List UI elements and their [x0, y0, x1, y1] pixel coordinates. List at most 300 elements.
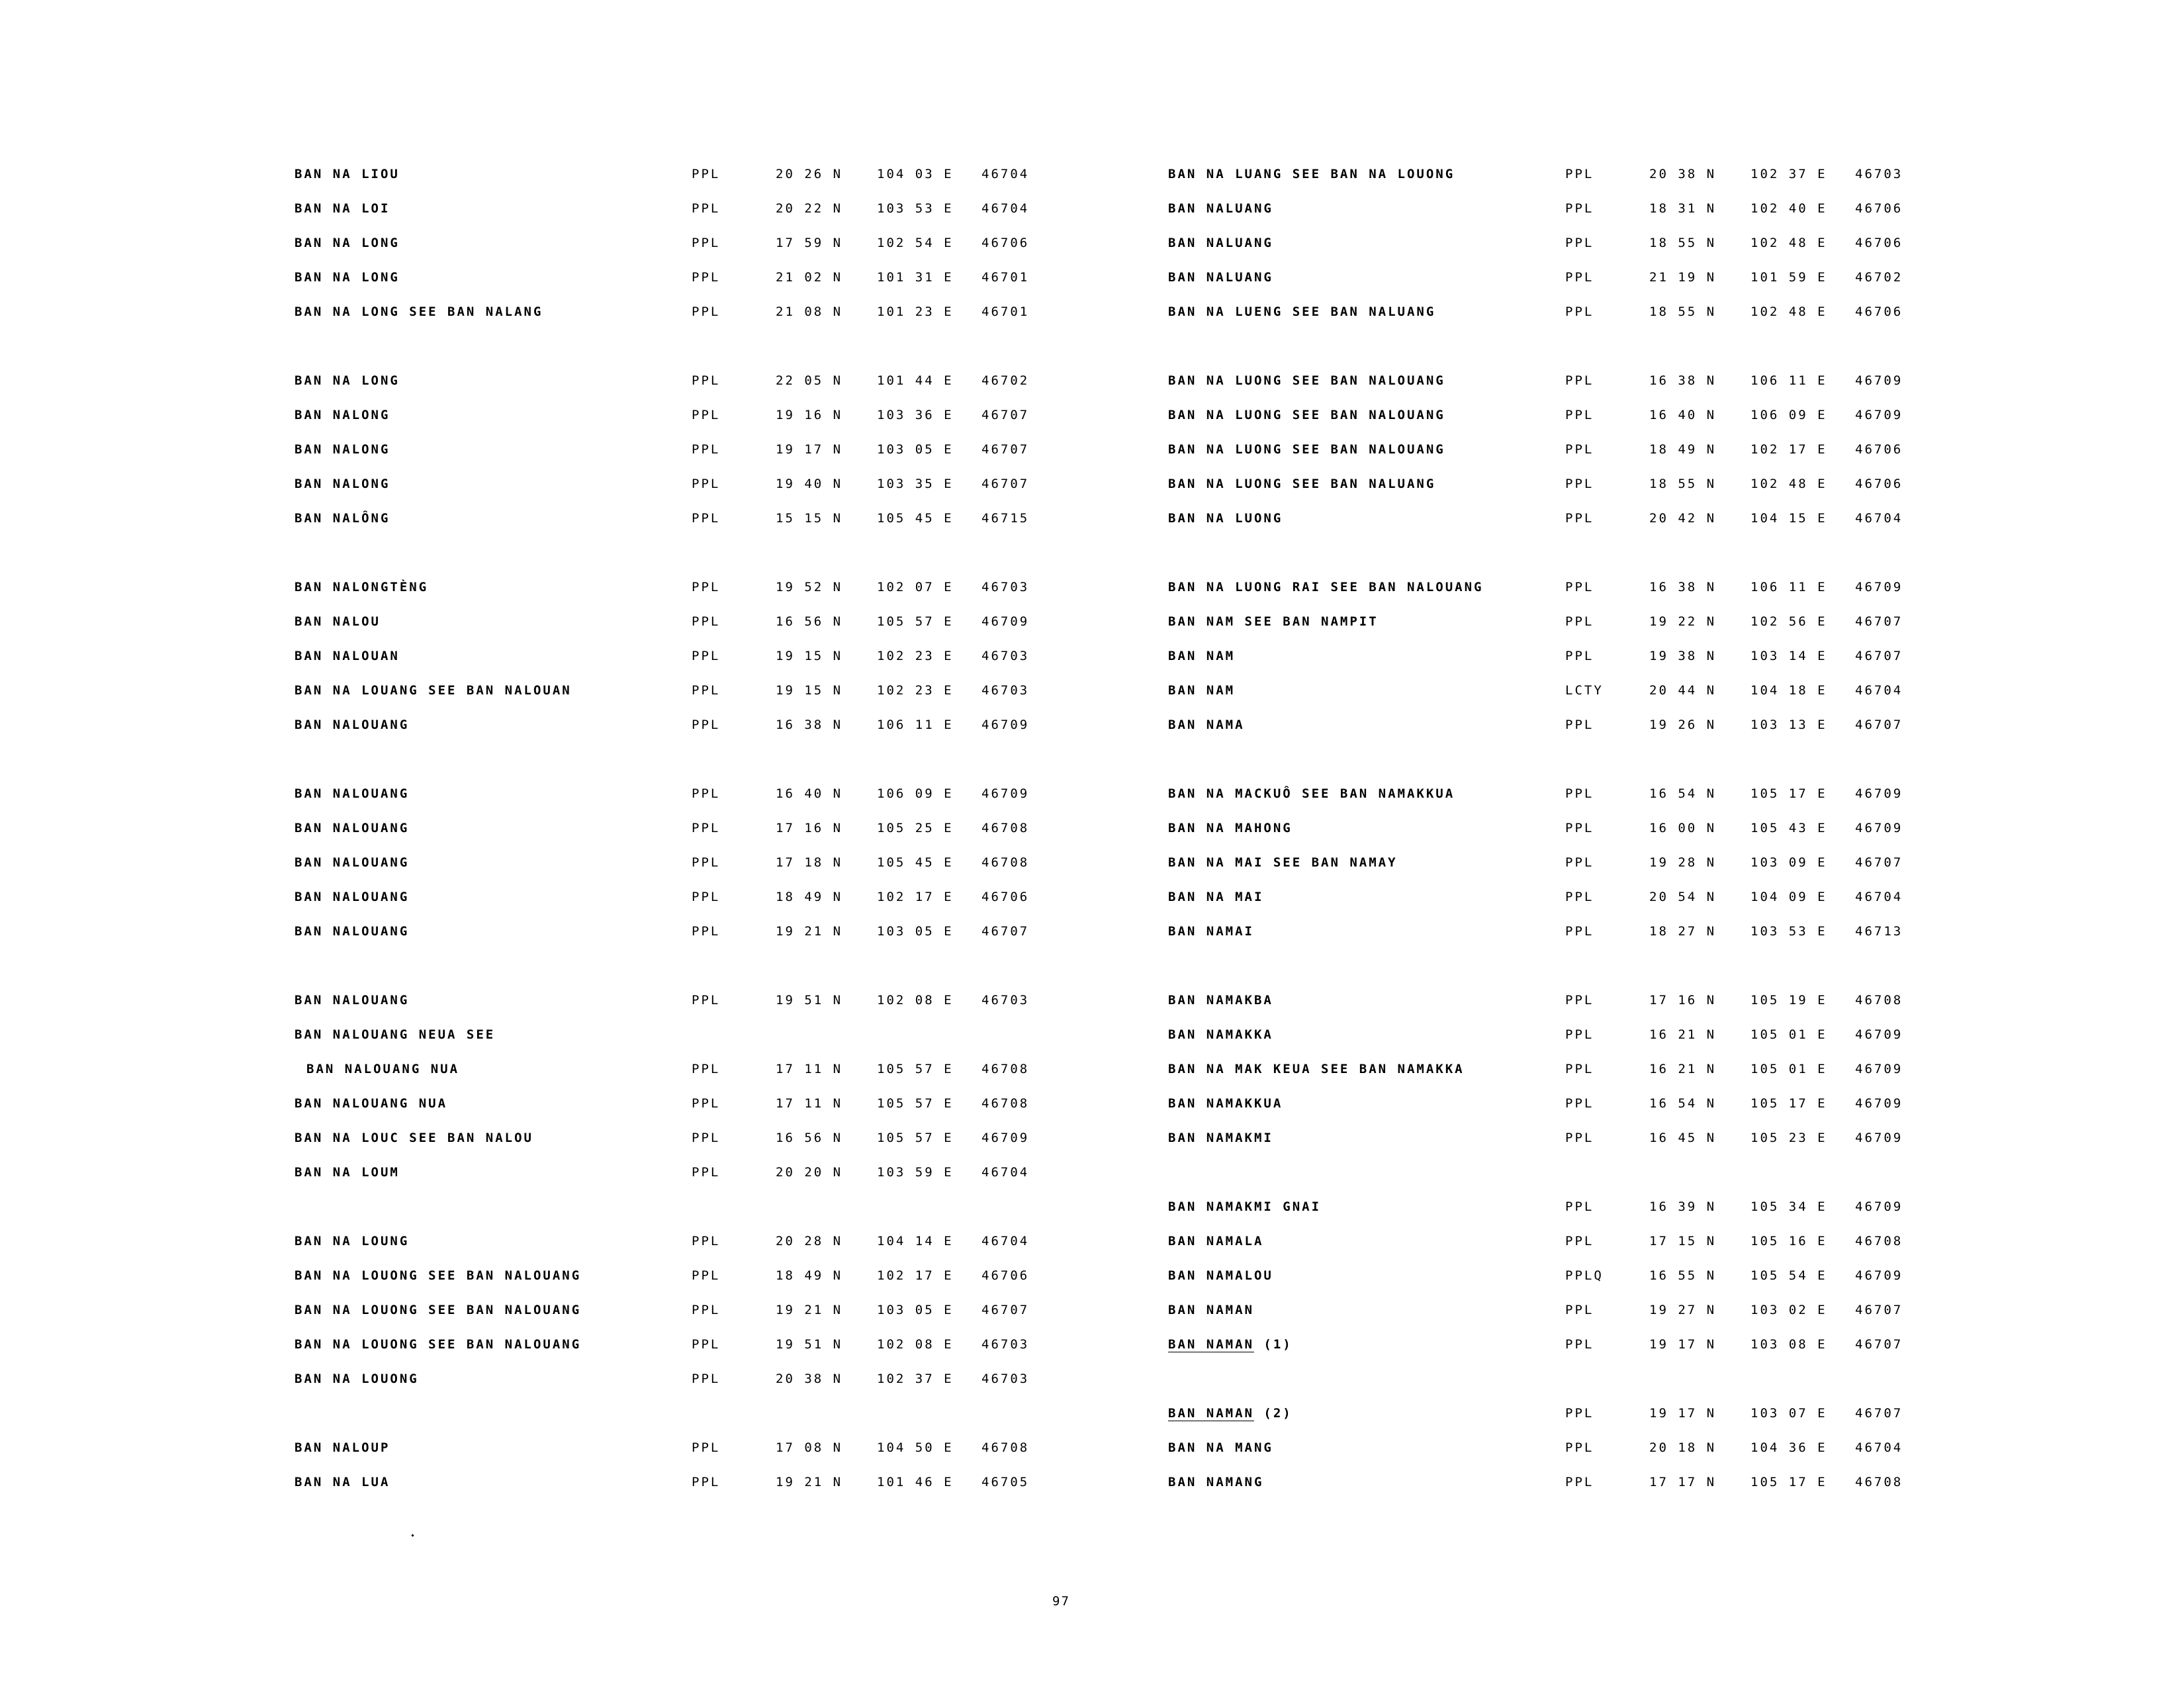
gazetteer-entry: [295, 191, 1056, 226]
map-code: 46706: [981, 236, 1030, 250]
latitude: 17 16 N: [776, 821, 843, 835]
latitude: 19 40 N: [776, 477, 843, 491]
longitude: 105 45 E: [877, 511, 954, 526]
longitude: 102 54 E: [877, 236, 954, 250]
place-name: BAN NALOU: [295, 614, 381, 629]
longitude: 101 23 E: [877, 305, 954, 319]
longitude: 103 05 E: [877, 1303, 954, 1317]
feature-type: PPL: [1565, 477, 1594, 491]
gazetteer-entry: [1168, 467, 1929, 501]
left-gazetteer-column: [295, 157, 1056, 1534]
map-code: 46707: [1855, 649, 1903, 663]
feature-type: PPL: [1565, 1234, 1594, 1248]
place-name: BAN NA LIOU: [295, 167, 400, 181]
map-code: 46704: [981, 167, 1030, 181]
place-name-suffix: (2): [1253, 1406, 1293, 1421]
map-code: 46706: [1855, 305, 1903, 319]
feature-type: PPL: [1565, 442, 1594, 457]
place-name: BAN NALÔNG: [295, 511, 390, 526]
map-code: 46709: [1855, 408, 1903, 422]
gazetteer-entry: [1168, 845, 1929, 880]
map-code: 46708: [981, 1062, 1030, 1076]
latitude: 20 44 N: [1649, 683, 1717, 698]
map-code: 46706: [1855, 477, 1903, 491]
place-name: BAN NAMAKBA: [1168, 993, 1273, 1008]
longitude: 103 13 E: [1751, 718, 1827, 732]
map-code: 46706: [981, 890, 1030, 904]
map-code: 46706: [981, 1268, 1030, 1283]
gazetteer-entry: [1168, 1052, 1929, 1086]
right-entry-group: [1168, 570, 1929, 742]
place-name: BAN NAMALOU: [1168, 1268, 1273, 1283]
place-name: BAN NALONG: [295, 442, 390, 457]
latitude: 17 11 N: [776, 1096, 843, 1111]
latitude: 19 22 N: [1649, 614, 1717, 629]
place-name: BAN NA LOUONG SEE BAN NALOUANG: [295, 1303, 582, 1317]
gazetteer-entry: [1168, 1465, 1929, 1499]
place-name: BAN NA MAK KEUA SEE BAN NAMAKKA: [1168, 1062, 1465, 1076]
gazetteer-entry: [295, 226, 1056, 260]
map-code: 46708: [1855, 1475, 1903, 1489]
gazetteer-entry: [295, 501, 1056, 536]
longitude: 105 23 E: [1751, 1131, 1827, 1145]
map-code: 46709: [1855, 1096, 1903, 1111]
latitude: 19 21 N: [776, 1475, 843, 1489]
map-code: 46704: [981, 201, 1030, 216]
map-code: 46707: [1855, 1337, 1903, 1352]
place-name: BAN NA LONG: [295, 270, 400, 285]
gazetteer-entry: [295, 1396, 1056, 1430]
feature-type: PPL: [692, 1372, 721, 1386]
gazetteer-entry: [1168, 708, 1929, 742]
gazetteer-entry: [1168, 1017, 1929, 1052]
feature-type: PPL: [692, 1268, 721, 1283]
gazetteer-entry: [1168, 260, 1929, 295]
place-name: BAN NAMAKMI GNAI: [1168, 1199, 1322, 1214]
map-code: 46709: [1855, 580, 1903, 594]
place-name-suffix: (1): [1253, 1337, 1293, 1352]
gazetteer-entry: [295, 1293, 1056, 1327]
latitude: 20 18 N: [1649, 1440, 1717, 1455]
feature-type: PPL: [692, 373, 721, 388]
latitude: 19 52 N: [776, 580, 843, 594]
feature-type: PPL: [692, 201, 721, 216]
gazetteer-entry: [295, 1121, 1056, 1155]
gazetteer-entry: [1168, 983, 1929, 1017]
longitude: 103 09 E: [1751, 855, 1827, 870]
longitude: 103 14 E: [1751, 649, 1827, 663]
map-code: 46706: [1855, 442, 1903, 457]
longitude: 102 17 E: [1751, 442, 1827, 457]
place-name: BAN NA LONG: [295, 373, 400, 388]
left-entry-group: [295, 1224, 1056, 1499]
map-code: 46702: [981, 373, 1030, 388]
place-name: BAN NA LOUONG: [295, 1372, 419, 1386]
gazetteer-entry: [1168, 1224, 1929, 1258]
longitude: 103 59 E: [877, 1165, 954, 1180]
map-code: 46704: [981, 1234, 1030, 1248]
place-name: BAN NALOUP: [295, 1440, 390, 1455]
scan-speck: [411, 1534, 414, 1536]
latitude: 18 49 N: [776, 1268, 843, 1283]
latitude: 18 49 N: [776, 890, 843, 904]
latitude: 16 55 N: [1649, 1268, 1717, 1283]
feature-type: PPL: [692, 236, 721, 250]
latitude: 19 51 N: [776, 993, 843, 1008]
gazetteer-entry: [295, 708, 1056, 742]
feature-type: PPL: [1565, 1199, 1594, 1214]
map-code: 46702: [1855, 270, 1903, 285]
gazetteer-entry: [1168, 398, 1929, 432]
longitude: 104 03 E: [877, 167, 954, 181]
left-entry-group: [295, 363, 1056, 536]
feature-type: PPL: [1565, 786, 1594, 801]
latitude: 20 42 N: [1649, 511, 1717, 526]
feature-type: PPL: [692, 1234, 721, 1248]
map-code: 46709: [1855, 1062, 1903, 1076]
latitude: 19 17 N: [1649, 1406, 1717, 1421]
longitude: 102 40 E: [1751, 201, 1827, 216]
map-code: 46706: [1855, 201, 1903, 216]
map-code: 46704: [1855, 890, 1903, 904]
place-name: BAN NALOUANG NUA: [295, 1096, 448, 1111]
map-code: 46703: [981, 993, 1030, 1008]
feature-type: PPL: [1565, 924, 1594, 939]
place-name: BAN NA LOUONG SEE BAN NALOUANG: [295, 1337, 582, 1352]
gazetteer-entry: [1168, 501, 1929, 536]
place-name-underlined: BAN NAMAN: [1168, 1406, 1254, 1421]
place-name: BAN NA LUONG SEE BAN NALUANG: [1168, 477, 1436, 491]
feature-type: PPL: [1565, 373, 1594, 388]
longitude: 106 09 E: [877, 786, 954, 801]
longitude: 102 23 E: [877, 683, 954, 698]
feature-type: PPL: [1565, 1131, 1594, 1145]
longitude: 102 17 E: [877, 1268, 954, 1283]
latitude: 21 19 N: [1649, 270, 1717, 285]
latitude: 17 18 N: [776, 855, 843, 870]
longitude: 104 18 E: [1751, 683, 1827, 698]
gazetteer-entry: [295, 467, 1056, 501]
gazetteer-entry: [295, 570, 1056, 604]
feature-type: PPL: [692, 683, 721, 698]
gazetteer-entry: [1168, 157, 1929, 191]
feature-type: PPL: [1565, 1406, 1594, 1421]
feature-type: PPL: [692, 786, 721, 801]
feature-type: PPL: [1565, 614, 1594, 629]
gazetteer-entry: [1168, 776, 1929, 811]
place-name: BAN NAMALA: [1168, 1234, 1264, 1248]
latitude: 16 38 N: [776, 718, 843, 732]
place-name: BAN NA MAI: [1168, 890, 1264, 904]
latitude: 16 54 N: [1649, 1096, 1717, 1111]
feature-type: PPL: [692, 1165, 721, 1180]
gazetteer-entry: [295, 1086, 1056, 1121]
feature-type: PPL: [692, 408, 721, 422]
gazetteer-entry: [295, 1258, 1056, 1293]
map-code: 46705: [981, 1475, 1030, 1489]
map-code: 46703: [981, 1337, 1030, 1352]
longitude: 103 05 E: [877, 924, 954, 939]
place-name: BAN NAM SEE BAN NAMPIT: [1168, 614, 1379, 629]
map-code: 46701: [981, 270, 1030, 285]
place-name: BAN NA MACKUÔ SEE BAN NAMAKKUA: [1168, 786, 1455, 801]
feature-type: PPL: [1565, 580, 1594, 594]
latitude: 20 26 N: [776, 167, 843, 181]
longitude: 105 45 E: [877, 855, 954, 870]
gazetteer-entry: [295, 432, 1056, 467]
longitude: 105 34 E: [1751, 1199, 1827, 1214]
latitude: 16 21 N: [1649, 1027, 1717, 1042]
feature-type: PPL: [692, 1337, 721, 1352]
latitude: 15 15 N: [776, 511, 843, 526]
gazetteer-entry: [1168, 811, 1929, 845]
map-code: 46709: [1855, 1131, 1903, 1145]
place-name: BAN NA LUONG SEE BAN NALOUANG: [1168, 373, 1445, 388]
map-code: 46709: [1855, 821, 1903, 835]
map-code: 46707: [1855, 1406, 1903, 1421]
latitude: 16 45 N: [1649, 1131, 1717, 1145]
longitude: 104 09 E: [1751, 890, 1827, 904]
feature-type: PPL: [1565, 1096, 1594, 1111]
feature-type: PPL: [692, 1096, 721, 1111]
gazetteer-entry: [1168, 570, 1929, 604]
feature-type: PPL: [1565, 201, 1594, 216]
longitude: 105 01 E: [1751, 1027, 1827, 1042]
place-name: BAN NAMAKKA: [1168, 1027, 1273, 1042]
longitude: 105 57 E: [877, 1062, 954, 1076]
map-code: 46708: [981, 855, 1030, 870]
longitude: 103 07 E: [1751, 1406, 1827, 1421]
longitude: 103 02 E: [1751, 1303, 1827, 1317]
map-code: 46707: [981, 477, 1030, 491]
latitude: 19 26 N: [1649, 718, 1717, 732]
longitude: 105 57 E: [877, 1131, 954, 1145]
gazetteer-entry: [1168, 363, 1929, 398]
map-code: 46713: [1855, 924, 1903, 939]
place-name: BAN NAMA: [1168, 718, 1245, 732]
place-name: BAN NALOUAN: [295, 649, 400, 663]
latitude: 19 16 N: [776, 408, 843, 422]
map-code: 46707: [1855, 718, 1903, 732]
longitude: 102 17 E: [877, 890, 954, 904]
place-name: BAN NAMAKMI: [1168, 1131, 1273, 1145]
feature-type: PPL: [692, 167, 721, 181]
place-name: BAN NA LUONG: [1168, 511, 1283, 526]
longitude: 102 48 E: [1751, 236, 1827, 250]
place-name: BAN NA LUONG SEE BAN NALOUANG: [1168, 408, 1445, 422]
place-name: BAN NALOUANG: [295, 786, 410, 801]
longitude: 105 25 E: [877, 821, 954, 835]
place-name: BAN NA LUENG SEE BAN NALUANG: [1168, 305, 1436, 319]
latitude: 16 40 N: [776, 786, 843, 801]
latitude: 18 55 N: [1649, 305, 1717, 319]
feature-type: PPL: [692, 580, 721, 594]
latitude: 19 21 N: [776, 924, 843, 939]
place-name: BAN NA LUA: [295, 1475, 390, 1489]
latitude: 20 20 N: [776, 1165, 843, 1180]
feature-type: LCTY: [1565, 683, 1604, 698]
gazetteer-entry: [295, 811, 1056, 845]
longitude: 105 16 E: [1751, 1234, 1827, 1248]
longitude: 106 09 E: [1751, 408, 1827, 422]
latitude: 20 22 N: [776, 201, 843, 216]
map-code: 46709: [1855, 1027, 1903, 1042]
place-name: BAN NA MAHONG: [1168, 821, 1293, 835]
latitude: 16 56 N: [776, 614, 843, 629]
feature-type: PPL: [692, 1303, 721, 1317]
gazetteer-entry: [1168, 1396, 1929, 1430]
gazetteer-entry: [295, 1224, 1056, 1258]
feature-type: PPL: [1565, 167, 1594, 181]
map-code: 46703: [981, 683, 1030, 698]
longitude: 102 37 E: [1751, 167, 1827, 181]
latitude: 21 02 N: [776, 270, 843, 285]
gazetteer-entry: [295, 1465, 1056, 1499]
place-name: BAN NAMAN: [1168, 1303, 1254, 1317]
latitude: 19 38 N: [1649, 649, 1717, 663]
longitude: 102 56 E: [1751, 614, 1827, 629]
latitude: 18 27 N: [1649, 924, 1717, 939]
map-code: 46707: [981, 924, 1030, 939]
longitude: 103 05 E: [877, 442, 954, 457]
feature-type: PPL: [692, 993, 721, 1008]
place-name: BAN NA LOUANG SEE BAN NALOUAN: [295, 683, 572, 698]
place-name: BAN NA MANG: [1168, 1440, 1273, 1455]
gazetteer-entry: [295, 983, 1056, 1017]
feature-type: PPL: [692, 890, 721, 904]
left-entry-group: [295, 776, 1056, 949]
longitude: 105 01 E: [1751, 1062, 1827, 1076]
gazetteer-entry: [1168, 1430, 1929, 1465]
gazetteer-entry: [1168, 673, 1929, 708]
place-name: BAN NAMAKKUA: [1168, 1096, 1283, 1111]
longitude: 106 11 E: [877, 718, 954, 732]
feature-type: PPL: [692, 511, 721, 526]
feature-type: PPL: [692, 1440, 721, 1455]
page-number: 97: [1052, 1594, 1070, 1609]
latitude: 16 40 N: [1649, 408, 1717, 422]
place-name: BAN NALONG: [295, 477, 390, 491]
gazetteer-entry: [295, 1430, 1056, 1465]
map-code: 46704: [1855, 683, 1903, 698]
feature-type: PPL: [1565, 1027, 1594, 1042]
latitude: 19 27 N: [1649, 1303, 1717, 1317]
right-entry-group: [1168, 1396, 1929, 1499]
longitude: 103 53 E: [1751, 924, 1827, 939]
longitude: 105 17 E: [1751, 1475, 1827, 1489]
gazetteer-entry: [1168, 432, 1929, 467]
gazetteer-entry: [295, 1155, 1056, 1190]
left-entry-group: [295, 983, 1056, 1190]
latitude: 20 28 N: [776, 1234, 843, 1248]
place-name: BAN NA LOUM: [295, 1165, 400, 1180]
gazetteer-entry: [295, 260, 1056, 295]
place-name: BAN NALONGTÈNG: [295, 580, 429, 594]
gazetteer-entry: [1168, 191, 1929, 226]
map-code: 46715: [981, 511, 1030, 526]
longitude: 105 57 E: [877, 614, 954, 629]
longitude: 105 54 E: [1751, 1268, 1827, 1283]
map-code: 46707: [981, 408, 1030, 422]
longitude: 103 53 E: [877, 201, 954, 216]
place-name: [1168, 1396, 1293, 1430]
latitude: 19 17 N: [1649, 1337, 1717, 1352]
feature-type: PPL: [1565, 1475, 1594, 1489]
gazetteer-entry: [295, 604, 1056, 639]
map-code: 46707: [981, 1303, 1030, 1317]
place-name: BAN NAMANG: [1168, 1475, 1264, 1489]
longitude: 104 36 E: [1751, 1440, 1827, 1455]
map-code: 46703: [981, 649, 1030, 663]
feature-type: PPL: [1565, 408, 1594, 422]
place-name: BAN NALOUANG: [295, 718, 410, 732]
longitude: 101 59 E: [1751, 270, 1827, 285]
latitude: 20 54 N: [1649, 890, 1717, 904]
latitude: 19 21 N: [776, 1303, 843, 1317]
longitude: 103 36 E: [877, 408, 954, 422]
map-code: 46708: [1855, 1234, 1903, 1248]
longitude: 106 11 E: [1751, 580, 1827, 594]
gazetteer-entry: [1168, 1190, 1929, 1224]
feature-type: PPL: [692, 614, 721, 629]
feature-type: PPL: [692, 1131, 721, 1145]
longitude: 105 17 E: [1751, 786, 1827, 801]
map-code: 46709: [981, 786, 1030, 801]
map-code: 46703: [1855, 167, 1903, 181]
place-name: BAN NALONG: [295, 408, 390, 422]
left-entry-group: [295, 570, 1056, 742]
feature-type: PPL: [1565, 511, 1594, 526]
latitude: 16 39 N: [1649, 1199, 1717, 1214]
longitude: 105 17 E: [1751, 1096, 1827, 1111]
longitude: 105 19 E: [1751, 993, 1827, 1008]
gazetteer-entry: [1168, 914, 1929, 949]
gazetteer-entry: [1168, 1086, 1929, 1121]
map-code: 46709: [981, 614, 1030, 629]
feature-type: PPL: [1565, 718, 1594, 732]
feature-type: PPL: [1565, 270, 1594, 285]
latitude: 17 15 N: [1649, 1234, 1717, 1248]
feature-type: PPL: [692, 1475, 721, 1489]
longitude: 101 44 E: [877, 373, 954, 388]
feature-type: PPL: [1565, 855, 1594, 870]
gazetteer-entry: [295, 776, 1056, 811]
place-name: BAN NALOUANG: [295, 821, 410, 835]
feature-type: PPL: [1565, 890, 1594, 904]
gazetteer-entry: [295, 1017, 1056, 1052]
gazetteer-entry: [295, 673, 1056, 708]
place-name: BAN NALUANG: [1168, 201, 1273, 216]
gazetteer-entry: [295, 295, 1056, 329]
latitude: 18 31 N: [1649, 201, 1717, 216]
place-name: BAN NA LUONG RAI SEE BAN NALOUANG: [1168, 580, 1484, 594]
map-code: 46707: [1855, 1303, 1903, 1317]
place-name: BAN NALUANG: [1168, 236, 1273, 250]
map-code: 46708: [1855, 993, 1903, 1008]
feature-type: PPL: [692, 305, 721, 319]
place-name: BAN NA LUANG SEE BAN NA LOUONG: [1168, 167, 1455, 181]
map-code: 46709: [981, 1131, 1030, 1145]
map-code: 46704: [1855, 1440, 1903, 1455]
latitude: 18 55 N: [1649, 477, 1717, 491]
feature-type: PPL: [692, 442, 721, 457]
latitude: 17 11 N: [776, 1062, 843, 1076]
gazetteer-entry: [1168, 1327, 1929, 1362]
longitude: 102 07 E: [877, 580, 954, 594]
gazetteer-entry: [1168, 1121, 1929, 1155]
latitude: 17 16 N: [1649, 993, 1717, 1008]
feature-type: PPLQ: [1565, 1268, 1604, 1283]
